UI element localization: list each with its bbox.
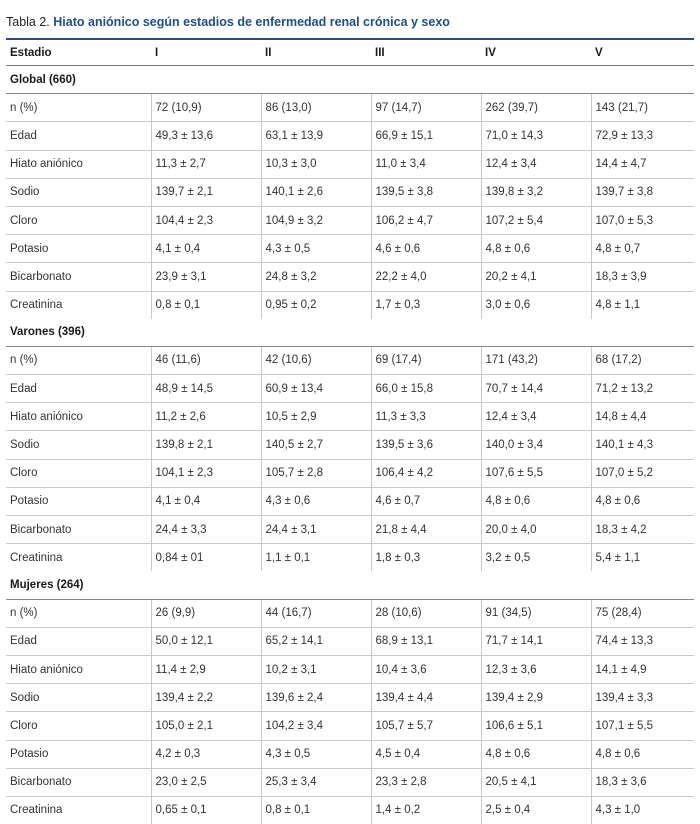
header-cell: IV — [481, 40, 591, 66]
table-cell: 25,3 ± 3,4 — [261, 768, 371, 796]
table-row — [6, 487, 694, 515]
row-label: Cloro — [6, 459, 151, 487]
table-cell: 107,1 ± 5,5 — [591, 712, 694, 740]
row-label: n (%) — [6, 94, 151, 122]
table-cell: 4,2 ± 0,3 — [151, 740, 261, 768]
table-cell: 14,8 ± 4,4 — [591, 403, 694, 431]
table-cell: 24,4 ± 3,3 — [151, 516, 261, 544]
table-cell: 50,0 ± 12,1 — [151, 627, 261, 655]
table-cell: 22,2 ± 4,0 — [371, 263, 481, 291]
section-title: Global (660) — [6, 66, 694, 94]
table-row — [6, 684, 694, 712]
table-cell: 4,8 ± 0,6 — [591, 740, 694, 768]
row-label: Bicarbonato — [6, 516, 151, 544]
table-cell: 0,8 ± 0,1 — [151, 291, 261, 319]
table-cell: 69 (17,4) — [371, 346, 481, 374]
table-cell: 105,7 ± 2,8 — [261, 459, 371, 487]
table-cell: 60,9 ± 13,4 — [261, 375, 371, 403]
table-cell: 23,9 ± 3,1 — [151, 263, 261, 291]
table-cell: 105,0 ± 2,1 — [151, 712, 261, 740]
header-cell-stage: Estadio — [6, 40, 151, 66]
table-cell: 139,4 ± 2,2 — [151, 684, 261, 712]
row-label: Cloro — [6, 206, 151, 234]
table-cell: 139,7 ± 3,8 — [591, 178, 694, 206]
table-cell: 18,3 ± 3,6 — [591, 768, 694, 796]
table-cell: 68,9 ± 13,1 — [371, 627, 481, 655]
table-cell: 106,4 ± 4,2 — [371, 459, 481, 487]
table-cell: 1,7 ± 0,3 — [371, 291, 481, 319]
table-cell: 68 (17,2) — [591, 346, 694, 374]
row-label: Cloro — [6, 712, 151, 740]
header-cell: II — [261, 40, 371, 66]
header-cell: III — [371, 40, 481, 66]
table-cell: 70,7 ± 14,4 — [481, 375, 591, 403]
row-label: Sodio — [6, 431, 151, 459]
table-cell: 21,8 ± 4,4 — [371, 516, 481, 544]
header-row — [6, 40, 694, 66]
table-cell: 4,8 ± 0,6 — [481, 235, 591, 263]
row-label: Edad — [6, 375, 151, 403]
table-cell: 4,5 ± 0,4 — [371, 740, 481, 768]
table-cell: 10,4 ± 3,6 — [371, 655, 481, 683]
table-cell: 74,4 ± 13,3 — [591, 627, 694, 655]
table-cell: 23,0 ± 2,5 — [151, 768, 261, 796]
header-cell: I — [151, 40, 261, 66]
table-cell: 139,4 ± 2,9 — [481, 684, 591, 712]
table-cell: 140,1 ± 4,3 — [591, 431, 694, 459]
table-cell: 71,0 ± 14,3 — [481, 122, 591, 150]
table-cell: 139,4 ± 4,4 — [371, 684, 481, 712]
section-row — [6, 571, 694, 599]
table-cell: 66,9 ± 15,1 — [371, 122, 481, 150]
row-label: Creatinina — [6, 291, 151, 319]
table-cell: 4,6 ± 0,7 — [371, 487, 481, 515]
row-label: Creatinina — [6, 796, 151, 824]
table-cell: 11,2 ± 2,6 — [151, 403, 261, 431]
table-cell: 63,1 ± 13,9 — [261, 122, 371, 150]
table-cell: 1,8 ± 0,3 — [371, 544, 481, 572]
row-label: n (%) — [6, 599, 151, 627]
table-cell: 140,0 ± 3,4 — [481, 431, 591, 459]
table-cell: 71,2 ± 13,2 — [591, 375, 694, 403]
table-cell: 4,8 ± 0,6 — [481, 740, 591, 768]
table-row — [6, 346, 694, 374]
table-cell: 4,3 ± 0,5 — [261, 740, 371, 768]
table-cell: 140,5 ± 2,7 — [261, 431, 371, 459]
table-caption — [6, 15, 450, 29]
table-cell: 10,2 ± 3,1 — [261, 655, 371, 683]
table-cell: 46 (11,6) — [151, 346, 261, 374]
table-cell: 104,2 ± 3,4 — [261, 712, 371, 740]
table-cell: 11,3 ± 2,7 — [151, 150, 261, 178]
table-cell: 106,6 ± 5,1 — [481, 712, 591, 740]
table-cell: 91 (34,5) — [481, 599, 591, 627]
row-label: Creatinina — [6, 544, 151, 572]
table-row — [6, 627, 694, 655]
row-label: Bicarbonato — [6, 768, 151, 796]
table-cell: 75 (28,4) — [591, 599, 694, 627]
table-cell: 1,1 ± 0,1 — [261, 544, 371, 572]
table-cell: 4,3 ± 0,5 — [261, 235, 371, 263]
row-label: Bicarbonato — [6, 263, 151, 291]
section-row — [6, 319, 694, 347]
table-row — [6, 94, 694, 122]
table-cell: 20,5 ± 4,1 — [481, 768, 591, 796]
table-cell: 28 (10,6) — [371, 599, 481, 627]
table-row — [6, 122, 694, 150]
data-table — [6, 40, 694, 824]
table-cell: 4,8 ± 1,1 — [591, 291, 694, 319]
table-row — [6, 599, 694, 627]
table-cell: 12,4 ± 3,4 — [481, 150, 591, 178]
table-cell: 139,7 ± 2,1 — [151, 178, 261, 206]
table-cell: 105,7 ± 5,7 — [371, 712, 481, 740]
table-cell: 20,0 ± 4,0 — [481, 516, 591, 544]
table-cell: 4,8 ± 0,6 — [481, 487, 591, 515]
table-cell: 107,6 ± 5,5 — [481, 459, 591, 487]
table-cell: 107,0 ± 5,3 — [591, 206, 694, 234]
table-cell: 11,4 ± 2,9 — [151, 655, 261, 683]
row-label: Potasio — [6, 235, 151, 263]
table-cell: 139,8 ± 3,2 — [481, 178, 591, 206]
table-cell: 49,3 ± 13,6 — [151, 122, 261, 150]
table-cell: 107,2 ± 5,4 — [481, 206, 591, 234]
table-row — [6, 459, 694, 487]
table-cell: 86 (13,0) — [261, 94, 371, 122]
table-cell: 1,4 ± 0,2 — [371, 796, 481, 824]
table-row — [6, 178, 694, 206]
row-label: Hiato aniónico — [6, 655, 151, 683]
table-cell: 11,3 ± 3,3 — [371, 403, 481, 431]
table-cell: 24,8 ± 3,2 — [261, 263, 371, 291]
table-cell: 97 (14,7) — [371, 94, 481, 122]
row-label: Sodio — [6, 178, 151, 206]
table-row — [6, 544, 694, 572]
table-cell: 4,1 ± 0,4 — [151, 235, 261, 263]
table-cell: 139,6 ± 2,4 — [261, 684, 371, 712]
table-body — [6, 66, 694, 824]
table-cell: 10,3 ± 3,0 — [261, 150, 371, 178]
table-row — [6, 403, 694, 431]
table-cell: 18,3 ± 3,9 — [591, 263, 694, 291]
row-label: Edad — [6, 627, 151, 655]
table-cell: 24,4 ± 3,1 — [261, 516, 371, 544]
table-row — [6, 768, 694, 796]
table-cell: 66,0 ± 15,8 — [371, 375, 481, 403]
table-row — [6, 375, 694, 403]
table-cell: 140,1 ± 2,6 — [261, 178, 371, 206]
section-row — [6, 66, 694, 94]
table-cell: 12,4 ± 3,4 — [481, 403, 591, 431]
table-cell: 2,5 ± 0,4 — [481, 796, 591, 824]
caption-title: Hiato aniónico según estadios de enfermedad renal crónica y sexo — [53, 15, 450, 29]
table-cell: 42 (10,6) — [261, 346, 371, 374]
table-cell: 4,6 ± 0,6 — [371, 235, 481, 263]
table-cell: 10,5 ± 2,9 — [261, 403, 371, 431]
table-row — [6, 150, 694, 178]
table-cell: 104,4 ± 2,3 — [151, 206, 261, 234]
table-cell: 139,4 ± 3,3 — [591, 684, 694, 712]
table-cell: 0,84 ± 01 — [151, 544, 261, 572]
row-label: Hiato aniónico — [6, 403, 151, 431]
table-row — [6, 235, 694, 263]
table-cell: 5,4 ± 1,1 — [591, 544, 694, 572]
table-cell: 4,3 ± 0,6 — [261, 487, 371, 515]
row-label: n (%) — [6, 346, 151, 374]
table-cell: 4,8 ± 0,6 — [591, 487, 694, 515]
table-cell: 12,3 ± 3,6 — [481, 655, 591, 683]
table-cell: 0,8 ± 0,1 — [261, 796, 371, 824]
table-cell: 72,9 ± 13,3 — [591, 122, 694, 150]
table-row — [6, 206, 694, 234]
table-cell: 171 (43,2) — [481, 346, 591, 374]
table-row — [6, 796, 694, 824]
table-row — [6, 291, 694, 319]
row-label: Potasio — [6, 740, 151, 768]
section-title: Varones (396) — [6, 319, 694, 347]
table-cell: 104,1 ± 2,3 — [151, 459, 261, 487]
table-cell: 0,65 ± 0,1 — [151, 796, 261, 824]
table-cell: 262 (39,7) — [481, 94, 591, 122]
caption-label: Tabla 2. — [6, 15, 50, 29]
table-cell: 65,2 ± 14,1 — [261, 627, 371, 655]
table-cell: 139,5 ± 3,6 — [371, 431, 481, 459]
table-cell: 23,3 ± 2,8 — [371, 768, 481, 796]
table-row — [6, 516, 694, 544]
table-cell: 14,1 ± 4,9 — [591, 655, 694, 683]
row-label: Potasio — [6, 487, 151, 515]
row-label: Sodio — [6, 684, 151, 712]
table-cell: 0,95 ± 0,2 — [261, 291, 371, 319]
table-row — [6, 655, 694, 683]
table-row — [6, 740, 694, 768]
table-cell: 4,1 ± 0,4 — [151, 487, 261, 515]
table-cell: 106,2 ± 4,7 — [371, 206, 481, 234]
table-cell: 26 (9,9) — [151, 599, 261, 627]
table-cell: 14,4 ± 4,7 — [591, 150, 694, 178]
table-cell: 48,9 ± 14,5 — [151, 375, 261, 403]
table-cell: 71,7 ± 14,1 — [481, 627, 591, 655]
table-cell: 18,3 ± 4,2 — [591, 516, 694, 544]
table-cell: 104,9 ± 3,2 — [261, 206, 371, 234]
row-label: Hiato aniónico — [6, 150, 151, 178]
table-cell: 44 (16,7) — [261, 599, 371, 627]
table-cell: 4,8 ± 0,7 — [591, 235, 694, 263]
table-row — [6, 431, 694, 459]
table-cell: 20,2 ± 4,1 — [481, 263, 591, 291]
table-row — [6, 263, 694, 291]
table-cell: 4,3 ± 1,0 — [591, 796, 694, 824]
table-cell: 72 (10,9) — [151, 94, 261, 122]
table-cell: 107,0 ± 5,2 — [591, 459, 694, 487]
row-label: Edad — [6, 122, 151, 150]
table-cell: 139,5 ± 3,8 — [371, 178, 481, 206]
table-cell: 3,0 ± 0,6 — [481, 291, 591, 319]
table-cell: 139,8 ± 2,1 — [151, 431, 261, 459]
section-title: Mujeres (264) — [6, 571, 694, 599]
table-cell: 3,2 ± 0,5 — [481, 544, 591, 572]
table-cell: 11,0 ± 3,4 — [371, 150, 481, 178]
table-row — [6, 712, 694, 740]
table-cell: 143 (21,7) — [591, 94, 694, 122]
header-cell: V — [591, 40, 694, 66]
